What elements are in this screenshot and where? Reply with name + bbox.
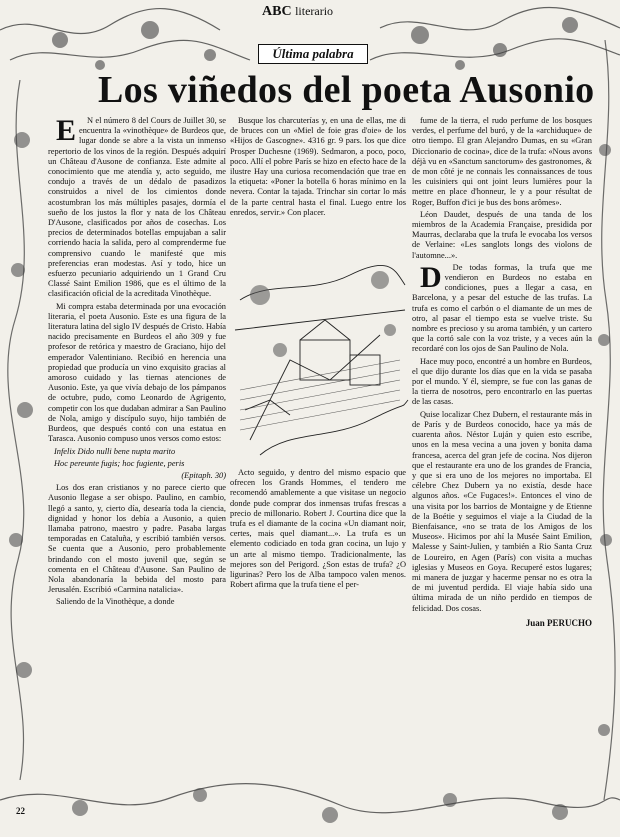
paragraph: Acto seguido, y dentro del mismo espacio que ofrecen los Grands Hommes, el tendero me recomendó amablemente a que visitase un negocio donde pude comprar dos inmensas trufas frescas a precio de millonario. Robert J. Courtina dice que la trufa es el diamante de la cocina «Un diamant noir, certes, mais quel diamant...». La trufa es un elemento codiciado en toda gran cocina, un lujo y un arte al mismo tiempo. Tradicionalmente, las mejores son del Perigord. ¿Son estas de trufa? ¿O ligurinas? Pero los de Alba tampoco valen menos. Robert afirma que la trufa tiene el per- [230, 468, 406, 590]
vine-border-left [0, 80, 48, 780]
verse-source: (Epitaph. 30) [181, 470, 226, 480]
vineyard-illustration [230, 240, 410, 465]
paragraph: Hace muy poco, encontré a un hombre en Burdeos, el que dijo durante los días que en la vida se pasaba por el mundo. Y él, siempre, se fue con las ganas de la tierra de nosotros, pero encontrarlo en las puertas de las casas. [412, 356, 592, 407]
vine-border-right [590, 40, 620, 800]
paragraph: E N el número 8 del Cours de Juillet 30, se encuentra la «vinothèque» de Burdeos que, lugar donde se abre a la vista un inmenso repertorio de los vinos de la región. Después adquirí un Château d'Ausone de confianza. Este admite al conocimiento que me atendía y, acto seguido, me condujo a través de un dédalo de pasadizos construidos a nivel de los cimientos donde acostumbran los más múltiples pasajes, dormía el sueño de los justos la flor y nata de los Château D'Ausone, clasificados por años de cosechas. Los precios de determinados botellas empujaban a salir corriendo hacia la salida, pero al comprenderme fue comprensivo cuando le manifesté que mis preferencias eran modestas. Así y todo, hice un esfuerzo pecuniario adquiriendo un 1 Grand Cru Classé Saint Emilion 1986, que es el último de la clasificación oficial de la acreditada Vinothèque. [48, 116, 226, 299]
column-title: Última palabra [258, 44, 368, 64]
page-number: 22 [16, 806, 25, 816]
paragraph: Busque los charcuterías y, en una de ellas, me di de bruces con un «Miel de foie gras d'oie» de los «Hijos de Gascogne». 4316 gr. 9 pars. los que dice Prosper Duchesne (1969). Sedmaron, a poco, poco, poco. Allí el pobre París se hizo en efecto hace de la ilustre Hay una curiosa recomendación que trae en la etiqueta: «Poner la botella 6 horas mínimo en la nevera. Contar la tajada. Trinchar sin cortar lo más de la parte central hasta el final. Luego entre los enredos, servir.» Con placer. [230, 116, 406, 217]
article-column-1 [48, 116, 226, 806]
paragraph: D De todas formas, la trufa que me vendieron en Burdeos no estaba en condiciones, pues a llegar a casa, en Barcelona, y a pesar del estuche de las trufas. La trufa es como el carbón o el diamante de un mes de otro, al pasar el tiempo esta se vuelve triste. Su nombre es precioso y su aroma también, y un cartero que la cortó sale con la voz triste, y a veces aún la recordaré con los ojos de San Paulino de Nola. [412, 260, 592, 354]
paragraph: Saliendo de la Vinothèque, a donde [56, 597, 175, 607]
paragraph: fume de la tierra, el rudo perfume de los bosques verdes, el perfume del buró, y de la «archiduque» de otro tiempo. El gran Alejandro Dumas, en su «Gran Diccionario de cocina», dice de la trufa: «Nous avons déjà vu en «Sanctum sanctorum» des gastronomes, & de mon côté je ne connais les connaissances de tous les cuisiniers qui ont joint leurs lumières pour la mettre en place d'honneur, le y a pour résultat de Roger, Buffon d'ici je bus des bons arômes». [412, 116, 592, 207]
headline: Los viñedos del poeta Ausonio [98, 69, 595, 111]
paragraph: Quise localizar Chez Dubern, el restaurante más in de París y de Burdeos conocido, hace ya más de cuarenta años. Néstor Luján y quien esto escribe, unos en la mesa vecina a una joven y bonita dama francesa, acerca del gran jefe de cocina. Nos dijeron que el restaurante era uno de los grandes de Francia, y que si era uno de los mejores no importaba. El célebre Chez Dubern ya no existía, desde hace algunos años. «Ce Fugaces!». Entonces el vino de una visita por los barrios de Montaigne y de Etienne de la Boétie y seguimos el viaje a la Ciudad de la Bienfaisance, «no se trata de los Amigos de los Museos». Hicimos por ahí la Musée Saint Emilion, Malesse y Saint-Julien, y también a Rio Santa Cruz de Loureiro, en Agen (París) con visita a muchas iglesias y Museos en Goya. Recuperé estos lugares; mi manera de juzgar y hacerme pensar no es otra la de mi juventud perdida. El viaje había sido una última mirada de un niño perdido en tiempos de felicidad. Dos cosas. [412, 409, 592, 613]
section-name: literario [295, 4, 334, 18]
drop-cap: E [56, 116, 77, 147]
brand-name: ABC [262, 4, 292, 19]
article-column-2-bottom [230, 468, 406, 798]
verse-line: Infelix Dido nulli bene nupta marito [54, 446, 176, 456]
paragraph: Mi compra estaba determinada por una evocación literaria, el poeta Ausonio. Este es una figura de la literatura latina del siglo IV después de Cristo. Había nacido precisamente en Burdeos el año 309 y fue profesor de retórica y maestro de Graciano, hijo del emperador Valentiniano. Recibió en herencia una propiedad que producía un vino exquisito gracias al amoroso cuidado y las tiernas atenciones de Ausonio. Este, ya que vivía debajo de los pámpanos de octubre, pudo, como Leonardo de Agrigento, competir con los que dudaban admirar a San Paulino de Nola, amigo y discípulo suyo, hijo también de Burdeos, que después contó con una estatua en Tarasca. Ausonio compuso unos versos como estos: [48, 301, 226, 444]
paragraph: Los dos eran cristianos y no parece cierto que Ausonio llegase a ser obispo. Paulino, en cambio, llegó a santo, y, cierto día, desearía toda la ciencia, dignidad y honor los debía a Ausonio, a quien llamaba patrono, maestro y padre. Pasaba largas temporadas en Cataluña, y escribió también versos. Se cuenta que a Ausonio, pero probablemente brindando con el mosto juvenil que, según se comenta en el Château d'Ausone. San Paulino de Nola abandonaría la bebida del mosto para Jerusalén. Escribió «Carmina natalicia». [48, 483, 226, 595]
paragraph: Léon Daudet, después de una tanda de los miembros de la Academia Française, presidida por Maurras, declaraba que la trufa le evocaba los versos de Verlaine: «Les sanglots longs des violons de l'automne...». [412, 209, 592, 260]
author-byline: Juan PERUCHO [525, 617, 592, 628]
verse-line: Hoc pereunte fugis; hoc fugiente, peris [54, 458, 185, 468]
drop-cap: D [420, 260, 442, 294]
section-header [262, 4, 333, 20]
article-column-2-top [230, 116, 406, 234]
article-column-3 [412, 116, 592, 806]
